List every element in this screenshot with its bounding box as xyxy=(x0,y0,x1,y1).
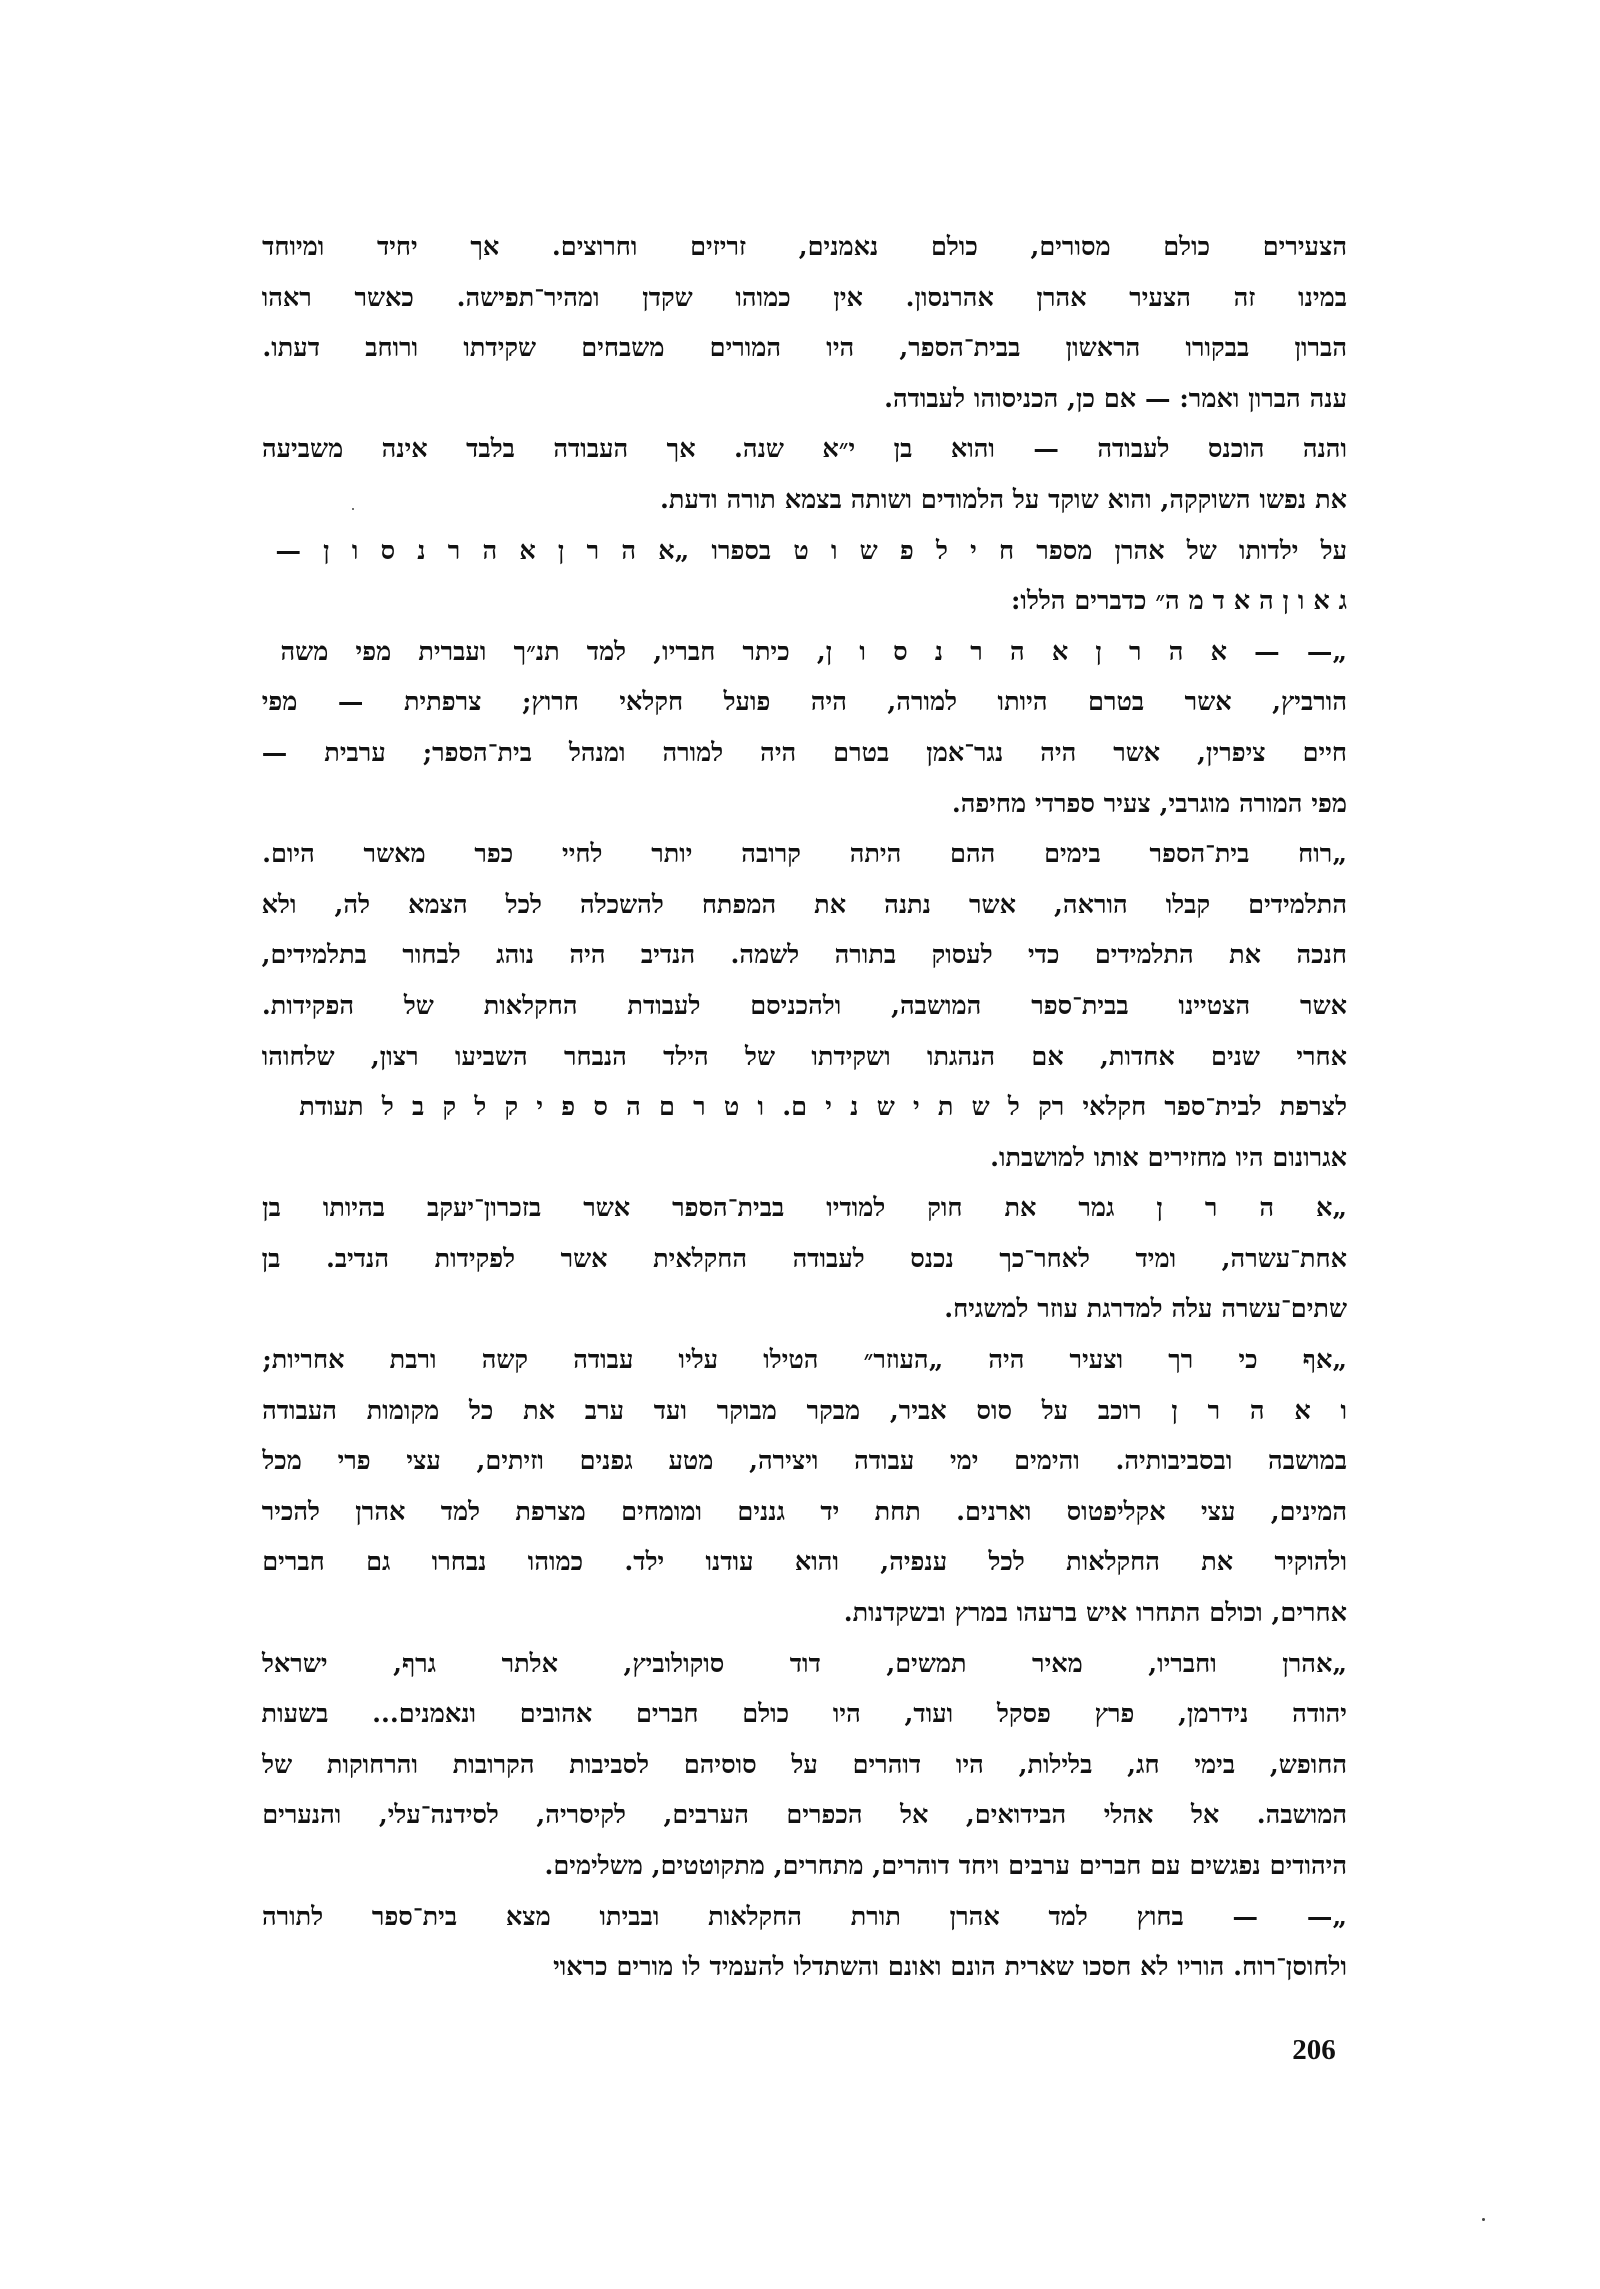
text-line: הצעירים כולם מסורים, כולם נאמנים, זריזים וחרוצים. אך יחיד ומיוחד xyxy=(262,232,1347,262)
text-line: והנה הוכנס לעבודה — והוא בן י״א שנה. אך העבודה בלבד אינה משביעה xyxy=(261,434,1347,465)
text-line: לצרפת לבית־ספר חקלאי רק ל ש ת י ש נ י ם. ו ט ר ם ה ס פ י ק ל ק ב ל תעודת xyxy=(299,1092,1347,1123)
text-line: הברון בבקורו הראשון בבית־הספר, היו המורים משבחים שקידתו ורוחב דעתו. xyxy=(262,333,1347,364)
text-line: „— — בחוץ למד אהרן תורת החקלאות ובביתו מצא בית־ספר לתורה xyxy=(261,1901,1347,1932)
text-line: במינו זה הצעיר אהרן אהרנסון. אין כמוהו שקדן ומהיר־תפישה. כאשר ראהו xyxy=(261,282,1347,313)
text-line: אחרים, וכולם התחרו איש ברעהו במרץ ובשקדנות. xyxy=(843,1598,1347,1629)
scan-speck xyxy=(1482,2218,1485,2221)
text-line: אשר הצטיינו בבית־ספר המושבה, ולהכניסם לעבודת החקלאות של הפקידות. xyxy=(261,990,1347,1021)
text-line: ענה הברון ואמר: — אם כן, הכניסוהו לעבודה. xyxy=(884,383,1347,414)
text-line: היהודים נפגשים עם חברים ערבים ויחד דוהרים, מתחרים, מתקוטטים, משלימים. xyxy=(544,1851,1347,1881)
text-line: „אף כי רך וצעיר היה „העוזר״ הטילו עליו עבודה קשה ורבת אחריות; xyxy=(262,1345,1347,1376)
text-line: המושבה. אל אהלי הבידואים, אל הכפרים הערבים, לקיסריה, לסידנה־עלי, והנערים xyxy=(262,1800,1347,1831)
paragraph xyxy=(262,1335,1347,1639)
paragraph xyxy=(262,829,1347,1183)
text-line: אחרי שנים אחדות, אם הנהגתו ושקידתו של הילד הנבחר השביעו רצון, שלחוהו xyxy=(261,1041,1347,1072)
text-line: הורביץ, אשר בטרם היותו למורה, היה פועל חקלאי חרוץ; צרפתית — מפי xyxy=(261,687,1347,718)
text-line: אחת־עשרה, ומיד לאחר־כך נכנס לעבודה החקלאית אשר לפקידות הנדיב. בן xyxy=(261,1243,1347,1274)
page-number: 206 xyxy=(1292,2034,1336,2066)
text-line: ולהוקיר את החקלאות לכל ענפיה, והוא עודנו ילד. כמוהו נבחרו גם חברים xyxy=(262,1547,1347,1578)
text-line: יהודה נידרמן, פרץ פסקל ועוד, היו כולם חברים אהובים ונאמנים... בשעות xyxy=(261,1699,1347,1730)
text-line: מפי המורה מוגרבי, צעיר ספרדי מחיפה. xyxy=(951,788,1347,819)
paragraph xyxy=(262,627,1347,829)
text-line: ג א ו ן ה א ד מ ה״ כדברים הללו: xyxy=(1011,586,1347,617)
text-line: שתים־עשרה עלה למדרגת עוזר למשגיח. xyxy=(944,1294,1347,1325)
body-text xyxy=(262,222,1347,1993)
text-line: במושבה ובסביבותיה. והימים ימי עבודה ויצירה, מטע גפנים וזיתים, עצי פרי מכל xyxy=(262,1446,1347,1477)
scan-speck xyxy=(352,508,354,510)
text-line: את נפשו השוקקה, והוא שוקד על הלמודים ושותה בצמא תורה ודעת. xyxy=(660,484,1347,515)
text-line: המינים, עצי אקליפטוס וארנים. תחת יד גננים ומומחים מצרפת למד אהרן להכיר xyxy=(261,1496,1347,1527)
paragraph xyxy=(262,526,1347,627)
text-line: על ילדותו של אהרן מספר ח י ל פ ש ו ט בספרו „א ה ר ן א ה ר נ ס ו ן — xyxy=(275,535,1347,566)
text-line: חנכה את התלמידים כדי לעסוק בתורה לשמה. הנדיב היה נוהג לבחור בתלמידים, xyxy=(261,940,1347,971)
paragraph xyxy=(262,424,1347,525)
text-line: חיים ציפרין, אשר היה נגר־אמן בטרם היה למורה ומנהל בית־הספר; ערבית — xyxy=(261,737,1347,768)
text-line: „אהרן וחבריו, מאיר תמשים, דוד סוקולוביץ, אלתר גרף, ישראל xyxy=(262,1648,1347,1679)
text-line: „— — א ה ר ן א ה ר נ ס ו ן, כיתר חבריו, למד תנ״ך ועברית מפי משה xyxy=(280,636,1347,667)
text-line: ולחוסן־רוח. הוריו לא חסכו שארית הונם ואונם והשתדלו להעמיד לו מורים כראוי xyxy=(553,1952,1347,1983)
text-line: אגרונום היו מחזירים אותו למושבתו. xyxy=(990,1142,1347,1173)
text-line: „א ה ר ן גמר את חוק למודיו בבית־הספר אשר בזכרון־יעקב בהיותו בן xyxy=(262,1193,1347,1224)
paragraph xyxy=(262,1639,1347,1892)
paragraph xyxy=(262,1892,1347,1993)
paragraph xyxy=(262,1183,1347,1335)
text-line: התלמידים קבלו הוראה, אשר נתנה את המפתח להשכלה לכל הצמא לה, ולא xyxy=(261,889,1347,920)
paragraph xyxy=(262,222,1347,424)
text-line: ו א ה ר ן רוכב על סוס אביר, מבקר מבוקר ועד ערב את כל מקומות העבודה xyxy=(262,1395,1347,1426)
text-line: „רוח בית־הספר בימים ההם היתה קרובה יותר לחיי כפר מאשר היום. xyxy=(262,839,1347,870)
text-line: החופש, בימי חג, בלילות, היו דוהרים על סוסיהם לסביבות הקרובות והרחוקות של xyxy=(262,1749,1347,1780)
